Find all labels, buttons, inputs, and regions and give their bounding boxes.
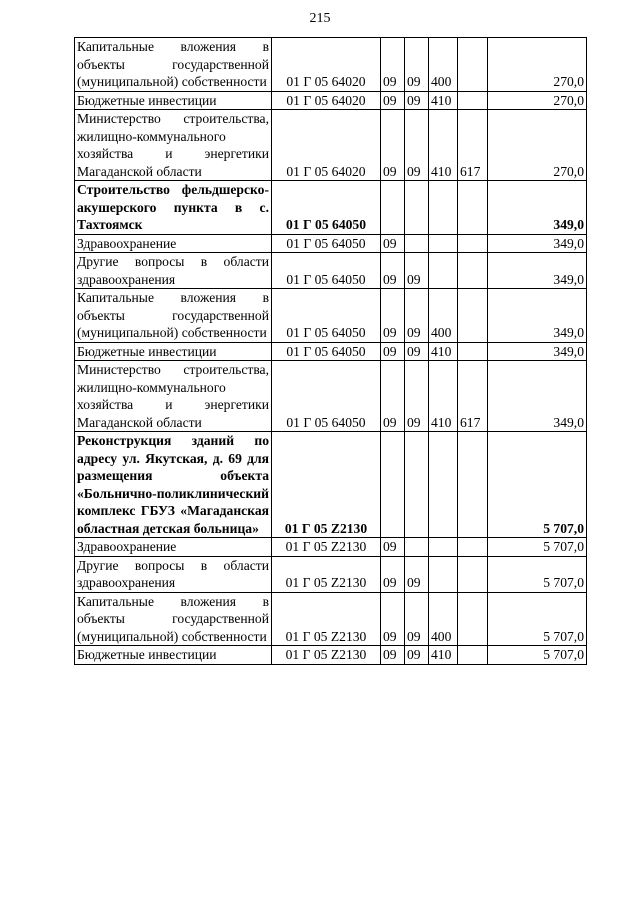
row-name-cell: Здравоохранение (75, 234, 272, 253)
administrator-cell (458, 289, 488, 343)
subsection-cell (405, 181, 429, 235)
row-name-cell: Бюджетные инвестиции (75, 91, 272, 110)
section-cell: 09 (381, 38, 405, 92)
subsection-cell: 09 (405, 253, 429, 289)
subsection-cell: 09 (405, 361, 429, 432)
expense-type-cell: 400 (429, 592, 458, 646)
row-name-cell: Капитальные вложения в объекты государственной (муниципальной) собственности (75, 38, 272, 92)
target-code-cell: 01 Г 05 64020 (272, 91, 381, 110)
administrator-cell (458, 38, 488, 92)
table-row (75, 91, 587, 110)
subsection-cell (405, 538, 429, 557)
amount-cell: 270,0 (488, 38, 587, 92)
amount-cell: 5 707,0 (488, 538, 587, 557)
row-name-cell: Бюджетные инвестиции (75, 646, 272, 665)
table-row (75, 538, 587, 557)
table-row (75, 253, 587, 289)
expense-type-cell (429, 181, 458, 235)
administrator-cell (458, 646, 488, 665)
administrator-cell (458, 556, 488, 592)
subsection-cell: 09 (405, 556, 429, 592)
section-cell: 09 (381, 538, 405, 557)
section-cell: 09 (381, 289, 405, 343)
amount-cell: 5 707,0 (488, 432, 587, 538)
expense-type-cell (429, 538, 458, 557)
subsection-cell: 09 (405, 38, 429, 92)
subsection-cell: 09 (405, 289, 429, 343)
subsection-cell (405, 234, 429, 253)
expense-type-cell (429, 556, 458, 592)
target-code-cell: 01 Г 05 Z2130 (272, 592, 381, 646)
section-cell (381, 432, 405, 538)
amount-cell: 349,0 (488, 234, 587, 253)
amount-cell: 270,0 (488, 91, 587, 110)
administrator-cell: 617 (458, 361, 488, 432)
expense-type-cell (429, 432, 458, 538)
amount-cell: 5 707,0 (488, 592, 587, 646)
amount-cell: 349,0 (488, 361, 587, 432)
target-code-cell: 01 Г 05 64050 (272, 361, 381, 432)
subsection-cell: 09 (405, 110, 429, 181)
row-name-cell: Строительство фельдшерско-акушерского пункта в с. Тахтоямск (75, 181, 272, 235)
amount-cell: 349,0 (488, 181, 587, 235)
table-row (75, 289, 587, 343)
section-cell: 09 (381, 646, 405, 665)
section-cell: 09 (381, 253, 405, 289)
expense-type-cell: 400 (429, 289, 458, 343)
row-name-cell: Капитальные вложения в объекты государственной (муниципальной) собственности (75, 592, 272, 646)
expense-type-cell: 410 (429, 361, 458, 432)
target-code-cell: 01 Г 05 Z2130 (272, 432, 381, 538)
amount-cell: 5 707,0 (488, 646, 587, 665)
expense-type-cell: 410 (429, 110, 458, 181)
amount-cell: 5 707,0 (488, 556, 587, 592)
section-cell: 09 (381, 592, 405, 646)
page-number: 215 (309, 11, 331, 26)
target-code-cell: 01 Г 05 64050 (272, 253, 381, 289)
section-cell (381, 181, 405, 235)
section-cell: 09 (381, 361, 405, 432)
table-row (75, 646, 587, 665)
table-row (75, 38, 587, 92)
target-code-cell: 01 Г 05 64050 (272, 181, 381, 235)
row-name-cell: Бюджетные инвестиции (75, 342, 272, 361)
target-code-cell: 01 Г 05 64020 (272, 110, 381, 181)
table-row (75, 592, 587, 646)
row-name-cell: Реконструкция зданий по адресу ул. Якутская, д. 69 для размещения объекта «Больнично-поликлинический комплекс ГБУЗ «Магаданская областная детская больница» (75, 432, 272, 538)
subsection-cell: 09 (405, 342, 429, 361)
target-code-cell: 01 Г 05 64050 (272, 234, 381, 253)
expense-type-cell: 410 (429, 342, 458, 361)
section-cell: 09 (381, 342, 405, 361)
row-name-cell: Капитальные вложения в объекты государственной (муниципальной) собственности (75, 289, 272, 343)
row-name-cell: Министерство строительства, жилищно-коммунального хозяйства и энергетики Магаданской области (75, 361, 272, 432)
target-code-cell: 01 Г 05 64050 (272, 289, 381, 343)
administrator-cell (458, 253, 488, 289)
administrator-cell (458, 538, 488, 557)
table-row (75, 556, 587, 592)
administrator-cell (458, 342, 488, 361)
amount-cell: 270,0 (488, 110, 587, 181)
section-cell: 09 (381, 234, 405, 253)
table-row (75, 342, 587, 361)
section-cell: 09 (381, 110, 405, 181)
administrator-cell: 617 (458, 110, 488, 181)
table-row (75, 110, 587, 181)
section-cell: 09 (381, 556, 405, 592)
amount-cell: 349,0 (488, 289, 587, 343)
row-name-cell: Здравоохранение (75, 538, 272, 557)
row-name-cell: Министерство строительства, жилищно-коммунального хозяйства и энергетики Магаданской области (75, 110, 272, 181)
table-row (75, 432, 587, 538)
amount-cell: 349,0 (488, 253, 587, 289)
administrator-cell (458, 91, 488, 110)
target-code-cell: 01 Г 05 64020 (272, 38, 381, 92)
table-row (75, 234, 587, 253)
table-row (75, 361, 587, 432)
section-cell: 09 (381, 91, 405, 110)
expense-type-cell: 410 (429, 91, 458, 110)
target-code-cell: 01 Г 05 Z2130 (272, 646, 381, 665)
row-name-cell: Другие вопросы в области здравоохранения (75, 253, 272, 289)
amount-cell: 349,0 (488, 342, 587, 361)
expense-type-cell (429, 253, 458, 289)
table-row (75, 181, 587, 235)
subsection-cell: 09 (405, 592, 429, 646)
budget-table (74, 37, 587, 665)
subsection-cell: 09 (405, 646, 429, 665)
target-code-cell: 01 Г 05 64050 (272, 342, 381, 361)
administrator-cell (458, 432, 488, 538)
target-code-cell: 01 Г 05 Z2130 (272, 556, 381, 592)
subsection-cell: 09 (405, 91, 429, 110)
target-code-cell: 01 Г 05 Z2130 (272, 538, 381, 557)
administrator-cell (458, 234, 488, 253)
expense-type-cell: 410 (429, 646, 458, 665)
administrator-cell (458, 181, 488, 235)
row-name-cell: Другие вопросы в области здравоохранения (75, 556, 272, 592)
administrator-cell (458, 592, 488, 646)
subsection-cell (405, 432, 429, 538)
expense-type-cell: 400 (429, 38, 458, 92)
expense-type-cell (429, 234, 458, 253)
